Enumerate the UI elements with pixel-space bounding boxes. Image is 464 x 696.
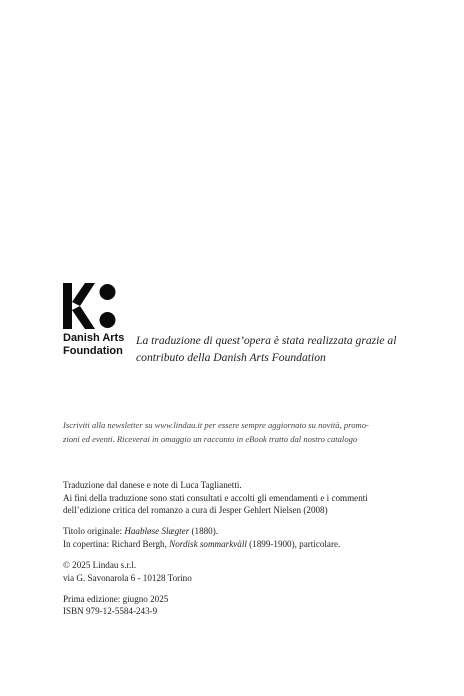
cover-artwork-title: Nordisk sommarkväll: [169, 538, 247, 549]
copyright-line: © 2025 Lindau s.r.l.: [63, 559, 137, 570]
grant-line-2: contributo della Danish Arts Foundation: [136, 351, 326, 364]
amendments-line-1: Ai fini della traduzione sono stati consultati e accolti gli emendamenti e i commenti: [63, 492, 368, 503]
cover-line: [63, 538, 408, 551]
translation-credits: [63, 479, 408, 517]
cover-detail: (1899-1900), particolare.: [246, 538, 341, 549]
logo-line-1: Danish Arts: [63, 332, 125, 344]
edition-line: Prima edizione: giugno 2025: [63, 593, 169, 604]
logo-line-2: Foundation: [63, 345, 123, 357]
title-credits: [63, 525, 408, 550]
cover-label: In copertina: Richard Bergh,: [63, 538, 170, 549]
address-line: via G. Savonarola 6 - 10128 Torino: [63, 572, 192, 583]
isbn-line: ISBN 979-12-5584-243-9: [63, 606, 158, 617]
publisher-info: [63, 559, 408, 584]
danish-arts-foundation-logo: [63, 283, 124, 358]
original-title-line: [63, 525, 408, 538]
newsletter-note: [63, 419, 408, 446]
logo-wordmark: [63, 332, 124, 358]
translator-line: Traduzione dal danese e note di Luca Taglianetti.: [63, 480, 242, 490]
amendments-line-2: dell’edizione critica del romanzo a cura di Jesper Gehlert Nielsen (2008): [63, 505, 328, 516]
newsletter-line-2: zioni ed eventi. Riceverai in omaggio un racconto in eBook tratto dal nostro catalogo: [63, 433, 358, 444]
colophon-credits: [63, 479, 408, 626]
edition-info: [63, 593, 408, 618]
translation-grant-note: [136, 332, 436, 366]
original-title-year: (1880).: [189, 526, 219, 537]
original-title: Haabløse Slægter: [124, 526, 190, 537]
original-title-label: Titolo originale:: [63, 526, 125, 537]
newsletter-line-1: Iscriviti alla newsletter su www.lindau.it per essere sempre aggiornato su novità, promo-: [63, 420, 369, 430]
grant-line-1: La traduzione di quest’opera è stata realizzata grazie al: [136, 334, 397, 347]
k-colon-logo-mark: [63, 283, 119, 329]
